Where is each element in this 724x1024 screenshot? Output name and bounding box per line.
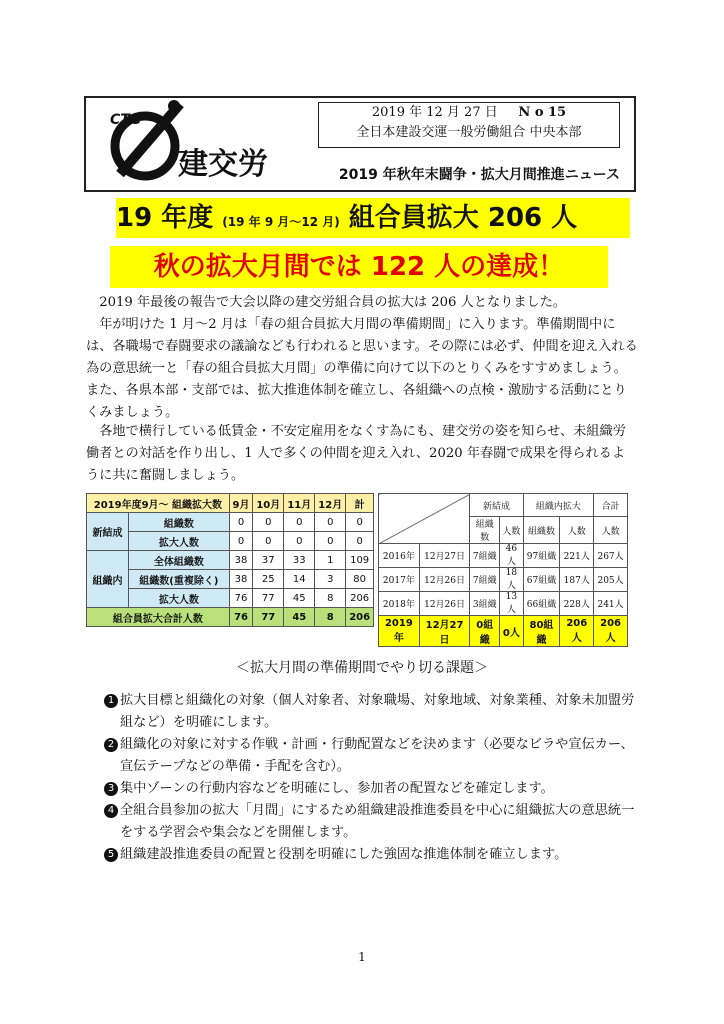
table-cell: 267人: [594, 544, 628, 568]
row-label: 組織数(重複除く): [128, 570, 229, 589]
task-text: 全組合員参加の拡大「月間」にするため組織建設推進委員を中心に組織拡大の意思統一をする学習会や集会などを開催します。: [120, 803, 635, 840]
table-cell: 66組織: [523, 592, 560, 616]
paragraph-3: 各地で横行している低賃金・不安定雇用をなくす為にも、建交労の姿を知らせ、未組織労働者との対話を作り出し、1 人で多くの仲間を迎え入れ、2020 年春闘で成果を得られるように共に奮闘しましょう。: [86, 424, 626, 483]
news-title: 2019 年秋年末闘争・拡大月間推進ニュース: [338, 167, 620, 183]
table-cell: 76: [229, 589, 253, 608]
table-cell: 8: [315, 589, 346, 608]
paragraph-2: 年が明けた 1 月〜2 月は「春の組合員拡大月間の準備期間」に入ります。準備期間中には、各職場で春闘要求の議論なども行われると思います。その際には必ず、仲間を迎え入れる為の意思統一と「春の組合員拡大月間」の準備に向けて以下のとりくみをすすめましょう。また、各県本部・支部では、拡大推進体制を確立し、各組織への点検・激励する活動にとりくみましょう。: [86, 317, 638, 420]
table-header-cell: 人数: [594, 517, 628, 544]
table-cell: 0: [346, 532, 374, 551]
table-cell: 45: [284, 589, 315, 608]
issue-info-box: [318, 102, 620, 148]
table-cell: 0組織: [470, 616, 500, 647]
task-text: 組織建設推進委員の配置と役割を明確にした強固な推進体制を確立します。: [120, 847, 568, 862]
table-header-cell: 合計: [594, 494, 628, 517]
table-cell: 241人: [594, 592, 628, 616]
table-cell: 77: [253, 608, 284, 627]
tasks-title: ＜拡大月間の準備期間でやり切る課題＞: [236, 660, 488, 676]
table-cell: 80組織: [523, 616, 560, 647]
list-item: [104, 800, 636, 844]
table-cell: 67組織: [523, 568, 560, 592]
table-cell: 8: [315, 608, 346, 627]
table-cell: 0: [346, 513, 374, 532]
table-cell: 38: [229, 570, 253, 589]
table-cell: 77: [253, 589, 284, 608]
number-badge-icon: 1: [104, 694, 118, 708]
task-text: 拡大目標と組織化の対象（個人対象者、対象職場、対象地域、対象業種、対象未加盟労組など）を明確にします。: [120, 693, 635, 730]
task-text: 組織化の対象に対する作戦・計画・行動配置などを決めます（必要なビラや宣伝カー、宣伝テープなどの準備・手配を含む）。: [120, 737, 634, 774]
table-cell: 0: [253, 513, 284, 532]
table-cell: 80: [346, 570, 374, 589]
page-number: 1: [358, 950, 366, 964]
table-cell: 3組織: [470, 592, 500, 616]
list-item: [104, 844, 636, 866]
row-label: 拡大人数: [128, 589, 229, 608]
group-label: 新結成: [87, 513, 129, 551]
year-cell: 2019年: [379, 616, 420, 647]
table-cell: 7組織: [470, 544, 500, 568]
table-row: [87, 513, 374, 532]
table-cell: 0: [253, 532, 284, 551]
table-cell: 13人: [500, 592, 523, 616]
table-cell: 38: [229, 551, 253, 570]
table-cell: 3: [315, 570, 346, 589]
table-row: [379, 592, 628, 616]
table-row: [87, 532, 374, 551]
yearly-comparison-table: [378, 493, 628, 647]
headline-main: 組合員拡大 206 人: [348, 203, 578, 233]
table-header-cell: 人数: [500, 517, 523, 544]
table-cell: 109: [346, 551, 374, 570]
table-cell: 46人: [500, 544, 523, 568]
table-header-row: [379, 494, 628, 517]
table-cell: 0: [284, 513, 315, 532]
list-item: [104, 734, 636, 778]
issue-date: 2019 年 12 月 27 日: [371, 105, 498, 120]
table-row-highlight: [379, 616, 628, 647]
expansion-table: [86, 493, 374, 627]
table-header-cell: 9月: [229, 494, 253, 513]
table-cell: 1: [315, 551, 346, 570]
list-item: [104, 778, 636, 800]
table-cell: 206: [346, 608, 374, 627]
table-row: [379, 568, 628, 592]
year-cell: 2018年: [379, 592, 420, 616]
list-item: [104, 690, 636, 734]
number-badge-icon: 4: [104, 804, 118, 818]
number-badge-icon: 2: [104, 738, 118, 752]
ctg-logo: [90, 98, 270, 186]
task-text: 集中ゾーンの行動内容などを明確にし、参加者の配置などを確定します。: [120, 781, 554, 796]
date-cell: 12月26日: [419, 592, 470, 616]
total-label: 組合員拡大合計人数: [87, 608, 230, 627]
table-cell: 14: [284, 570, 315, 589]
table-header-cell: 新結成: [470, 494, 523, 517]
headline-year: 19 年度: [116, 203, 214, 233]
table-cell: 0: [315, 513, 346, 532]
table-cell: 206人: [594, 616, 628, 647]
table-cell: 0: [284, 532, 315, 551]
row-label: 組織数: [128, 513, 229, 532]
table-cell: 33: [284, 551, 315, 570]
table-cell: 45: [284, 608, 315, 627]
table-header-cell: 人数: [560, 517, 594, 544]
table-cell: 7組織: [470, 568, 500, 592]
headline-autumn-achievement: 秋の拡大月間では 122 人の達成！: [110, 246, 608, 288]
table-header-cell: 12月: [315, 494, 346, 513]
table-cell: 0: [229, 513, 253, 532]
table-header-cell: 2019年度9月〜 組織拡大数: [87, 494, 230, 513]
date-cell: 12月27日: [419, 544, 470, 568]
table-cell: 0: [229, 532, 253, 551]
table-total-row: [87, 608, 374, 627]
diagonal-corner-cell: [379, 494, 470, 544]
year-cell: 2016年: [379, 544, 420, 568]
headline-expansion-total: [116, 198, 630, 238]
table-header-cell: 計: [346, 494, 374, 513]
table-cell: 228人: [560, 592, 594, 616]
date-cell: 12月27日: [419, 616, 470, 647]
table-cell: 0人: [500, 616, 523, 647]
table-header-cell: 組織内拡大: [523, 494, 594, 517]
table-cell: 37: [253, 551, 284, 570]
date-cell: 12月26日: [419, 568, 470, 592]
table-cell: 187人: [560, 568, 594, 592]
table-header-cell: 組織数: [523, 517, 560, 544]
table-cell: 205人: [594, 568, 628, 592]
table-cell: 206: [346, 589, 374, 608]
union-name: 建交労: [178, 147, 268, 182]
organization-name: 全日本建設交運一般労働組合 中央本部: [356, 125, 582, 140]
table-row: [87, 589, 374, 608]
table-header-cell: 組織数: [470, 517, 500, 544]
table-row: [87, 570, 374, 589]
table-cell: 206人: [560, 616, 594, 647]
table-header-cell: 10月: [253, 494, 284, 513]
table-header-row: [87, 494, 374, 513]
tasks-list: [104, 690, 636, 866]
table-cell: 25: [253, 570, 284, 589]
row-label: 拡大人数: [128, 532, 229, 551]
table-row: [87, 551, 374, 570]
headline-period: (19 年 9 月〜12 月): [222, 215, 340, 229]
group-label: 組織内: [87, 551, 129, 608]
table-cell: 97組織: [523, 544, 560, 568]
paragraph-1: 2019 年最後の報告で大会以降の建交労組合員の拡大は 206 人となりました。: [99, 295, 567, 310]
table-cell: 221人: [560, 544, 594, 568]
table-cell: 0: [315, 532, 346, 551]
table-cell: 76: [229, 608, 253, 627]
logo-text: CTG: [110, 112, 142, 128]
number-badge-icon: 5: [104, 848, 118, 862]
issue-number: N o 15: [518, 105, 567, 120]
row-label: 全体組織数: [128, 551, 229, 570]
table-row: [379, 544, 628, 568]
table-cell: 18人: [500, 568, 523, 592]
number-badge-icon: 3: [104, 782, 118, 796]
table-header-cell: 11月: [284, 494, 315, 513]
year-cell: 2017年: [379, 568, 420, 592]
